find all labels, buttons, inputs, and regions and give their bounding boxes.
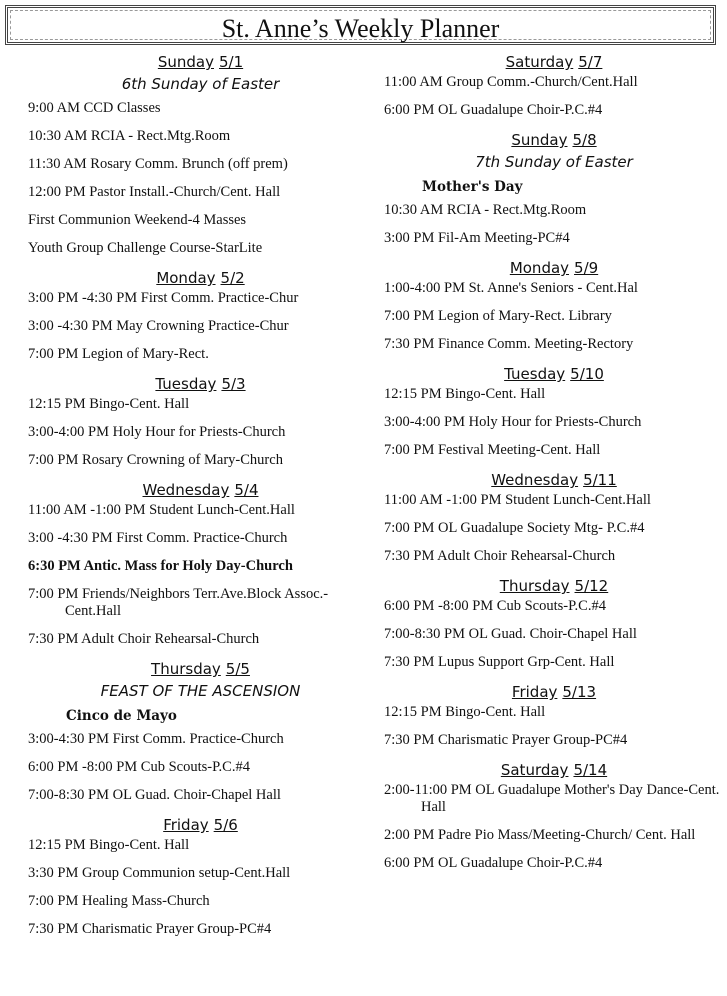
day-header [384, 682, 724, 704]
day-header [384, 470, 724, 492]
event-item: 7:00 PM Legion of Mary-Rect. [28, 346, 209, 362]
event-item: 3:00 -4:30 PM First Comm. Practice-Church [28, 530, 288, 546]
event-item: 11:00 AM -1:00 PM Student Lunch-Cent.Hall [384, 492, 651, 508]
day-note: Cinco de Mayo [66, 708, 177, 724]
event-item: 7:30 PM Charismatic Prayer Group-PC#4 [384, 732, 628, 748]
event-item: 3:00 PM Fil-Am Meeting-PC#4 [384, 230, 570, 246]
event-item: 3:00 PM -4:30 PM First Comm. Practice-Chur [28, 290, 299, 306]
day-note: Mother's Day [422, 179, 523, 195]
event-item: 9:00 AM CCD Classes [28, 100, 161, 116]
day-header [28, 52, 373, 74]
event-item: 2:00 PM Padre Pio Mass/Meeting-Church/ Cent. Hall [384, 827, 696, 843]
event-item: 3:30 PM Group Communion setup-Cent.Hall [28, 865, 291, 881]
day-date: 5/3 [221, 375, 246, 393]
day-header [384, 130, 724, 152]
day-date: 5/8 [572, 131, 597, 149]
event-item: 7:00 PM Rosary Crowning of Mary-Church [28, 452, 283, 468]
day-header [384, 52, 724, 74]
event-item: 7:30 PM Adult Choir Rehearsal-Church [28, 631, 260, 647]
event-item: 6:00 PM -8:00 PM Cub Scouts-P.C.#4 [384, 598, 606, 614]
event-item: 7:30 PM Charismatic Prayer Group-PC#4 [28, 921, 272, 937]
event-item: 7:00-8:30 PM OL Guad. Choir-Chapel Hall [28, 787, 281, 803]
event-item: 3:00-4:30 PM First Comm. Practice-Church [28, 731, 284, 747]
day-date: 5/5 [225, 660, 250, 678]
day-name: Wednesday [491, 471, 579, 489]
day-date: 5/1 [219, 53, 244, 71]
event-item: 7:00-8:30 PM OL Guad. Choir-Chapel Hall [384, 626, 637, 642]
day-name: Tuesday [155, 375, 217, 393]
day-name: Tuesday [504, 365, 566, 383]
day-name: Friday [511, 683, 558, 701]
event-item: 12:15 PM Bingo-Cent. Hall [384, 704, 546, 720]
event-item: 3:00-4:00 PM Holy Hour for Priests-Church [384, 414, 642, 430]
day-name: Saturday [505, 53, 574, 71]
liturgical-day: FEAST OF THE ASCENSION [100, 682, 301, 700]
day-date: 5/12 [574, 577, 609, 595]
day-header [384, 760, 724, 782]
day-date: 5/14 [573, 761, 608, 779]
liturgical-day: 6th Sunday of Easter [121, 75, 280, 93]
day-header [28, 659, 373, 681]
day-date: 5/10 [570, 365, 604, 383]
event-item: 3:00-4:00 PM Holy Hour for Priests-Church [28, 424, 286, 440]
day-name: Sunday [157, 53, 214, 71]
day-header [28, 268, 373, 290]
title-banner [5, 5, 716, 45]
event-item: 6:30 PM Antic. Mass for Holy Day-Church [28, 558, 293, 574]
event-item: 11:30 AM Rosary Comm. Brunch (off prem) [28, 156, 288, 172]
event-item: 1:00-4:00 PM St. Anne's Seniors - Cent.Hal [384, 280, 638, 296]
day-name: Friday [163, 816, 209, 834]
day-name: Thursday [499, 577, 570, 595]
day-name: Thursday [151, 660, 221, 678]
day-date: 5/7 [578, 53, 603, 71]
event-item: 6:00 PM OL Guadalupe Choir-P.C.#4 [384, 855, 603, 871]
event-item: Youth Group Challenge Course-StarLite [28, 240, 263, 256]
day-date: 5/9 [574, 259, 599, 277]
day-header [28, 374, 373, 396]
day-date: 5/2 [220, 269, 245, 287]
event-item: 12:15 PM Bingo-Cent. Hall [384, 386, 546, 402]
day-date: 5/13 [562, 683, 597, 701]
event-item: 7:00 PM Festival Meeting-Cent. Hall [384, 442, 601, 458]
event-item: First Communion Weekend-4 Masses [28, 212, 247, 228]
day-header [384, 258, 724, 280]
event-item: 7:30 PM Adult Choir Rehearsal-Church [384, 548, 616, 564]
right-column [384, 52, 724, 883]
event-item: 12:15 PM Bingo-Cent. Hall [28, 396, 190, 412]
day-name: Wednesday [142, 481, 230, 499]
event-item: 12:15 PM Bingo-Cent. Hall [28, 837, 190, 853]
event-item: 3:00 -4:30 PM May Crowning Practice-Chur [28, 318, 289, 334]
event-item: 7:30 PM Lupus Support Grp-Cent. Hall [384, 654, 615, 670]
event-item: 7:00 PM OL Guadalupe Society Mtg- P.C.#4 [384, 520, 645, 536]
event-item: 2:00-11:00 PM OL Guadalupe Mother's Day Dance-Cent. Hall [384, 782, 720, 815]
page-title: St. Anne’s Weekly Planner [221, 14, 500, 43]
day-name: Saturday [500, 761, 569, 779]
event-item: 10:30 AM RCIA - Rect.Mtg.Room [28, 128, 231, 144]
event-item: 6:00 PM OL Guadalupe Choir-P.C.#4 [384, 102, 603, 118]
day-name: Sunday [511, 131, 568, 149]
event-item: 7:00 PM Friends/Neighbors Terr.Ave.Block Assoc.-Cent.Hall [28, 586, 329, 619]
day-header [384, 364, 724, 386]
day-header [384, 576, 724, 598]
event-item: 11:00 AM Group Comm.-Church/Cent.Hall [384, 74, 638, 90]
event-item: 7:00 PM Healing Mass-Church [28, 893, 210, 909]
event-item: 7:00 PM Legion of Mary-Rect. Library [384, 308, 612, 324]
event-item: 6:00 PM -8:00 PM Cub Scouts-P.C.#4 [28, 759, 250, 775]
day-date: 5/4 [234, 481, 259, 499]
event-item: 12:00 PM Pastor Install.-Church/Cent. Hall [28, 184, 281, 200]
liturgical-day: 7th Sunday of Easter [475, 153, 633, 171]
left-column [28, 52, 373, 949]
event-item: 7:30 PM Finance Comm. Meeting-Rectory [384, 336, 634, 352]
event-item: 11:00 AM -1:00 PM Student Lunch-Cent.Hall [28, 502, 295, 518]
day-header [28, 815, 373, 837]
day-date: 5/11 [583, 471, 617, 489]
day-date: 5/6 [213, 816, 238, 834]
day-name: Monday [156, 269, 216, 287]
day-header [28, 480, 373, 502]
event-item: 10:30 AM RCIA - Rect.Mtg.Room [384, 202, 587, 218]
day-name: Monday [509, 259, 570, 277]
